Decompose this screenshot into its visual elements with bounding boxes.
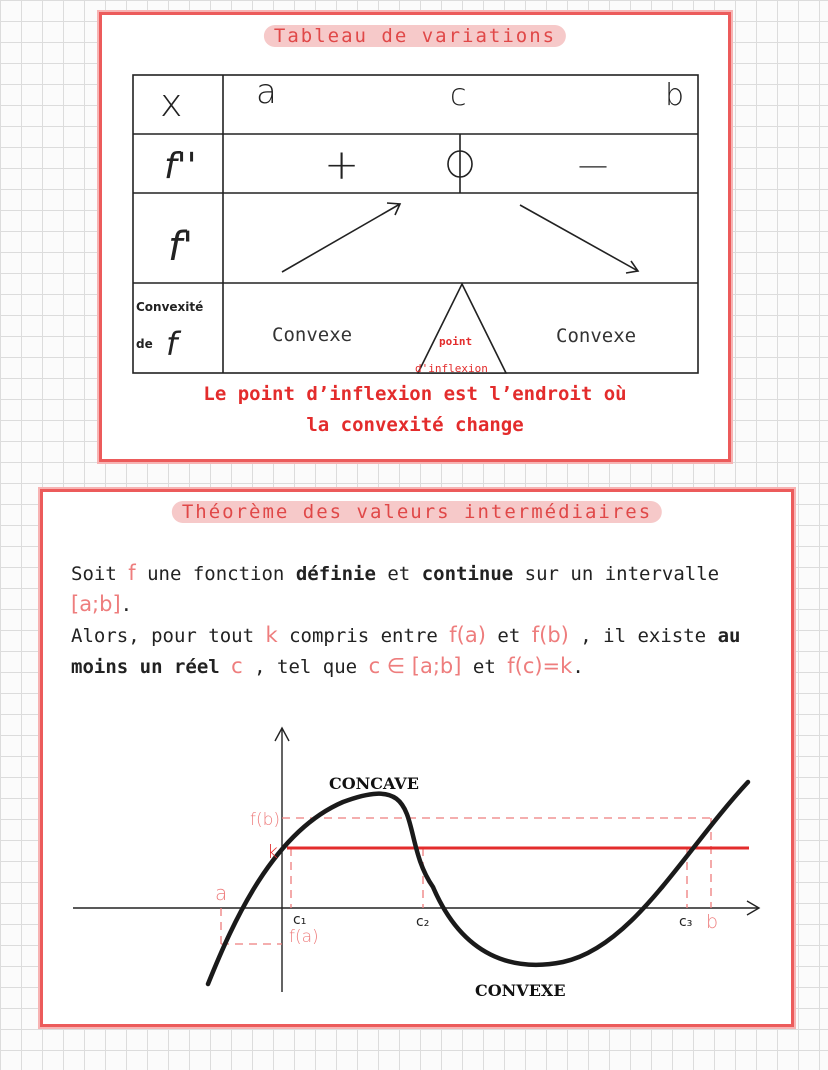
f2-plus: + bbox=[324, 140, 360, 189]
fa-label: f(a) bbox=[289, 927, 319, 947]
triangle-text-1: point bbox=[439, 335, 473, 348]
card-title: Tableau de variations bbox=[264, 25, 566, 47]
c2-label: c₂ bbox=[416, 914, 430, 930]
f1-header: f' bbox=[168, 224, 194, 270]
f2-header: f'' bbox=[164, 146, 197, 187]
x-b: b bbox=[665, 78, 685, 113]
increasing-arrow bbox=[282, 204, 400, 272]
ivt-card bbox=[40, 489, 794, 1027]
decreasing-arrow bbox=[520, 205, 638, 271]
convexe-label: CONVEXE bbox=[475, 981, 566, 1000]
conv-header: Convexité bbox=[136, 300, 204, 314]
function-curve bbox=[208, 782, 748, 984]
inflection-message-line1: Le point d’inflexion est l’endroit où bbox=[203, 383, 627, 405]
c3-label: c₃ bbox=[679, 914, 693, 930]
inflection-message-line2: la convexité change bbox=[306, 414, 524, 436]
x-c: c bbox=[450, 78, 467, 113]
f2-minus: — bbox=[578, 148, 608, 183]
x-a: a bbox=[256, 72, 277, 112]
c1-label: c₁ bbox=[293, 912, 307, 928]
theorem-statement: Soit f une fonction définie et continue sur un intervalle [a;b]. Alors, pour tout k compris entre f(a) et f(b) , il existe au moins un réel c , tel que c ∈ [a;b] et f(c)=k. bbox=[71, 561, 741, 678]
conv-de: de bbox=[136, 337, 153, 351]
conv-f: f bbox=[166, 325, 178, 363]
triangle-text-2: d'inflexion bbox=[415, 362, 488, 375]
inflection-triangle bbox=[418, 284, 506, 373]
x-header: x bbox=[160, 81, 183, 125]
variation-table-card bbox=[99, 12, 731, 462]
card-title: Théorème des valeurs intermédiaires bbox=[172, 501, 662, 523]
a-label: a bbox=[215, 881, 228, 905]
convexe-right: Convexe bbox=[556, 325, 637, 347]
ivt-graph bbox=[43, 492, 791, 1024]
k-label: k bbox=[267, 841, 279, 863]
concave-label: CONCAVE bbox=[329, 774, 419, 793]
fb-label: f(b) bbox=[250, 810, 281, 830]
convexe-left: Convexe bbox=[272, 324, 353, 346]
b-label: b bbox=[706, 911, 719, 933]
